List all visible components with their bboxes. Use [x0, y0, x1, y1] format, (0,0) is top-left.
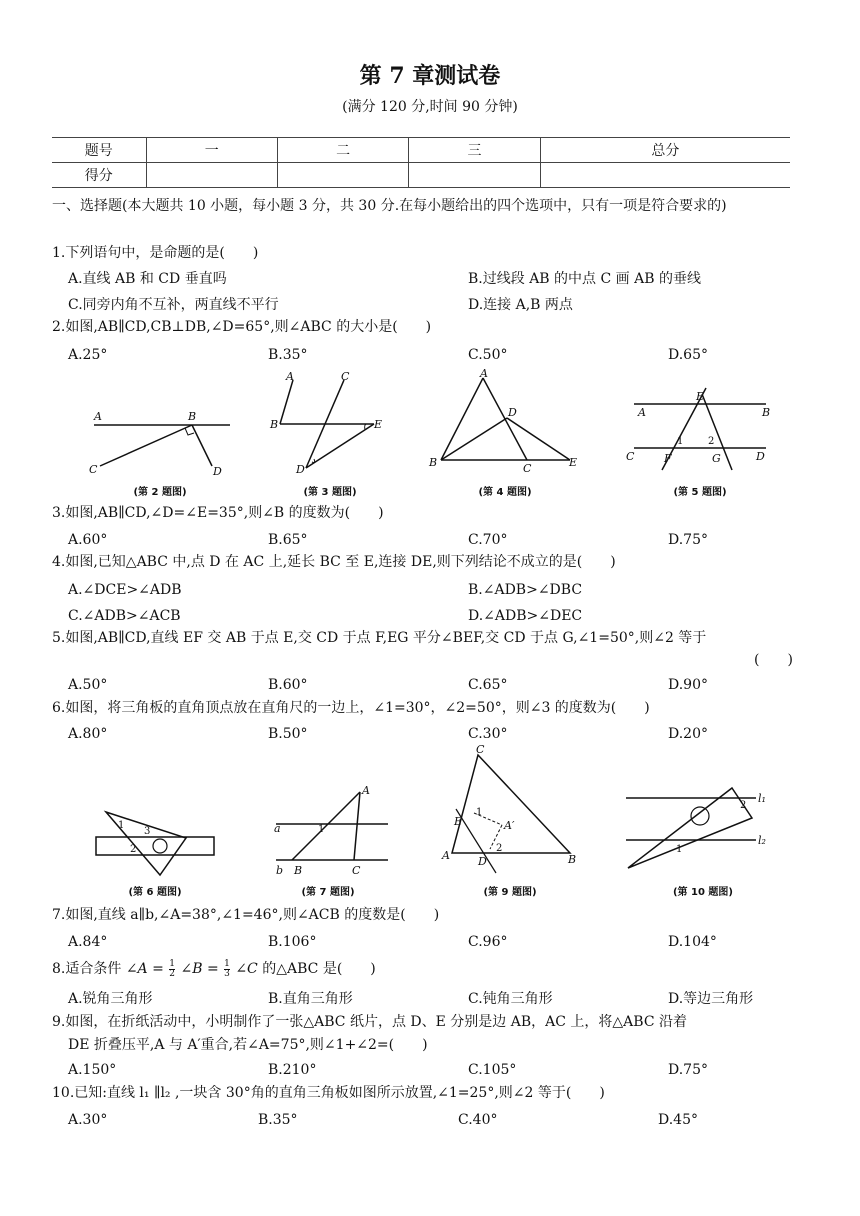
score-header-cell: 三 — [409, 138, 540, 163]
question-6-stem: 6.如图，将三角板的直角顶点放在直角尺的一边上，∠1=30°，∠2=50°，则∠3 的度数为( ) — [52, 700, 650, 716]
section-heading: 一、选择题(本大题共 10 小题，每小题 3 分，共 30 分.在每小题给出的四个选项中，只有一项是符合要求的) — [52, 198, 727, 214]
question-7-option-a: A.84° — [68, 934, 108, 950]
svg-text:D: D — [478, 855, 487, 868]
svg-text:B: B — [294, 864, 303, 877]
svg-text:l₂: l₂ — [758, 834, 766, 847]
question-4-stem: 4.如图,已知△ABC 中,点 D 在 AC 上,延长 BC 至 E,连接 DE,则下列结论不成立的是( ) — [52, 554, 616, 570]
svg-text:D: D — [508, 406, 517, 419]
question-9-stem-line-2: DE 折叠压平,A 与 A′重合,若∠A=75°,则∠1+∠2=( ) — [68, 1037, 428, 1053]
svg-text:A: A — [286, 370, 294, 383]
question-5-option-d: D.90° — [668, 677, 708, 693]
question-3-option-d: D.75° — [668, 532, 708, 548]
svg-text:D: D — [296, 463, 305, 476]
question-5-paren: ( ) — [754, 652, 793, 668]
svg-text:A: A — [94, 410, 102, 423]
svg-text:1: 1 — [676, 844, 683, 855]
svg-text:A: A — [480, 367, 488, 380]
score-input-cell[interactable] — [277, 163, 408, 188]
figure-q3 — [268, 368, 398, 478]
svg-text:C: C — [476, 745, 485, 756]
svg-text:C: C — [626, 450, 635, 463]
svg-text:C: C — [523, 462, 532, 475]
svg-text:E: E — [696, 390, 705, 403]
svg-text:F: F — [664, 452, 672, 465]
question-5-option-a: A.50° — [68, 677, 108, 693]
svg-text:D: D — [756, 450, 765, 463]
question-6-option-a: A.80° — [68, 726, 108, 742]
question-1-option-a: A.直线 AB 和 CD 垂直吗 — [68, 271, 227, 287]
question-1-option-d: D.连接 A,B 两点 — [468, 297, 573, 313]
svg-text:1: 1 — [476, 807, 483, 818]
question-8-math-1: ∠A = — [125, 961, 164, 977]
score-input-cell[interactable] — [146, 163, 277, 188]
score-header-cell: 二 — [277, 138, 408, 163]
question-5-stem: 5.如图,AB∥CD,直线 EF 交 AB 于点 E,交 CD 于点 F,EG 平分∠BEF,交 CD 于点 G,∠1=50°,则∠2 等于 — [52, 630, 707, 646]
question-2-option-d: D.65° — [668, 347, 708, 363]
score-header-cell: 总分 — [540, 138, 790, 163]
question-6-option-d: D.20° — [668, 726, 708, 742]
score-input-cell[interactable] — [409, 163, 540, 188]
figure-q10 — [620, 780, 780, 880]
question-10-option-c: C.40° — [458, 1112, 498, 1128]
question-7-option-b: B.106° — [268, 934, 317, 950]
question-8-option-d: D.等边三角形 — [668, 991, 754, 1007]
question-8-option-b: B.直角三角形 — [268, 991, 353, 1007]
question-7-option-c: C.96° — [468, 934, 508, 950]
question-3-option-c: C.70° — [468, 532, 508, 548]
svg-text:b: b — [276, 864, 284, 877]
question-5-option-c: C.65° — [468, 677, 508, 693]
figure-caption: (第 4 题图) — [478, 487, 532, 498]
svg-text:D: D — [213, 465, 222, 477]
question-3-option-b: B.65° — [268, 532, 308, 548]
question-9-option-b: B.210° — [268, 1062, 317, 1078]
question-10-option-d: D.45° — [658, 1112, 698, 1128]
svg-text:C: C — [89, 463, 98, 476]
svg-text:3: 3 — [144, 826, 151, 837]
svg-text:E: E — [454, 815, 463, 828]
figure-q6 — [90, 800, 220, 880]
svg-text:l₁: l₁ — [758, 792, 766, 805]
question-1-option-c: C.同旁内角不互补，两直线不平行 — [68, 297, 279, 313]
question-7-stem: 7.如图,直线 a∥b,∠A=38°,∠1=46°,则∠ACB 的度数是( ) — [52, 907, 440, 923]
figure-q4 — [425, 366, 585, 476]
question-2-option-a: A.25° — [68, 347, 108, 363]
page-subtitle: (满分 120 分,时间 90 分钟) — [342, 99, 518, 115]
question-9-option-a: A.150° — [68, 1062, 117, 1078]
question-2-option-b: B.35° — [268, 347, 308, 363]
question-8-option-c: C.钝角三角形 — [468, 991, 553, 1007]
figure-caption: (第 3 题图) — [303, 487, 357, 498]
question-4-option-c: C.∠ADB>∠ACB — [68, 608, 181, 624]
fraction-half: $\frac{1}{2}$ — [169, 958, 176, 979]
svg-text:B: B — [568, 853, 577, 866]
svg-text:1: 1 — [118, 820, 125, 831]
figure-caption: (第 5 题图) — [673, 487, 727, 498]
svg-text:2: 2 — [740, 800, 747, 811]
score-table — [52, 137, 790, 188]
question-3-option-a: A.60° — [68, 532, 108, 548]
question-7-option-d: D.104° — [668, 934, 717, 950]
svg-text:A′: A′ — [504, 819, 515, 832]
question-10-option-b: B.35° — [258, 1112, 298, 1128]
score-row-label: 得分 — [52, 163, 146, 188]
svg-text:E: E — [374, 418, 383, 431]
figure-caption: (第 10 题图) — [672, 887, 734, 898]
svg-text:B: B — [188, 410, 197, 423]
svg-text:E: E — [569, 456, 578, 469]
question-6-option-c: C.30° — [468, 726, 508, 742]
svg-text:G: G — [712, 452, 721, 465]
page-title: 第 7 章测试卷 — [359, 63, 501, 89]
question-6-option-b: B.50° — [268, 726, 308, 742]
svg-text:1: 1 — [318, 824, 325, 835]
svg-text:B: B — [762, 406, 771, 419]
svg-text:2: 2 — [496, 843, 503, 854]
question-4-option-d: D.∠ADB>∠DEC — [468, 608, 583, 624]
score-header-cell: 题号 — [52, 138, 146, 163]
question-5-option-b: B.60° — [268, 677, 308, 693]
figure-q2 — [80, 405, 240, 477]
svg-text:C: C — [352, 864, 361, 877]
question-8-option-a: A.锐角三角形 — [68, 991, 153, 1007]
question-8-math-3: ∠C — [235, 961, 258, 977]
fraction-third: $\frac{1}{3}$ — [224, 958, 230, 979]
score-input-cell[interactable] — [540, 163, 790, 188]
score-table-header-row — [52, 138, 790, 163]
question-10-stem: 10.已知:直线 l₁ ∥l₂ ,一块含 30°角的直角三角板如图所示放置,∠1=25°,则∠2 等于( ) — [52, 1085, 605, 1101]
question-2-option-c: C.50° — [468, 347, 508, 363]
figure-q9 — [440, 745, 590, 880]
svg-text:2: 2 — [708, 436, 715, 447]
figure-caption: (第 6 题图) — [128, 887, 182, 898]
question-1-stem: 1.下列语句中，是命题的是( ) — [52, 245, 259, 261]
question-9-stem-line-1: 9.如图，在折纸活动中，小明制作了一张△ABC 纸片，点 D、E 分别是边 AB，AC 上，将△ABC 沿着 — [52, 1014, 687, 1030]
question-4-option-a: A.∠DCE>∠ADB — [68, 582, 182, 598]
question-8-prefix: 8.适合条件 — [52, 961, 122, 977]
question-10-option-a: A.30° — [68, 1112, 108, 1128]
question-3-stem: 3.如图,AB∥CD,∠D=∠E=35°,则∠B 的度数为( ) — [52, 505, 384, 521]
question-9-option-c: C.105° — [468, 1062, 517, 1078]
svg-text:2: 2 — [130, 844, 137, 855]
question-8-math-2: ∠B = — [180, 961, 219, 977]
svg-text:1: 1 — [677, 436, 684, 447]
svg-text:A: A — [362, 784, 370, 797]
score-header-cell: 一 — [146, 138, 277, 163]
figure-q5 — [620, 386, 780, 474]
figure-caption: (第 2 题图) — [133, 487, 187, 498]
question-8-suffix: 的△ABC 是( ) — [262, 961, 376, 977]
question-1-option-b: B.过线段 AB 的中点 C 画 AB 的垂线 — [468, 271, 701, 287]
figure-caption: (第 7 题图) — [301, 887, 355, 898]
question-8-stem — [52, 956, 376, 982]
figure-caption: (第 9 题图) — [483, 887, 537, 898]
question-4-option-b: B.∠ADB>∠DBC — [468, 582, 583, 598]
score-table-score-row — [52, 163, 790, 188]
svg-text:a: a — [274, 822, 281, 835]
question-9-option-d: D.75° — [668, 1062, 708, 1078]
svg-text:A: A — [638, 406, 646, 419]
svg-text:B: B — [429, 456, 438, 469]
svg-text:B: B — [270, 418, 279, 431]
svg-text:A: A — [442, 849, 450, 862]
question-2-stem: 2.如图,AB∥CD,CB⊥DB,∠D=65°,则∠ABC 的大小是( ) — [52, 319, 432, 335]
figure-q7 — [268, 780, 398, 880]
svg-text:C: C — [341, 370, 350, 383]
